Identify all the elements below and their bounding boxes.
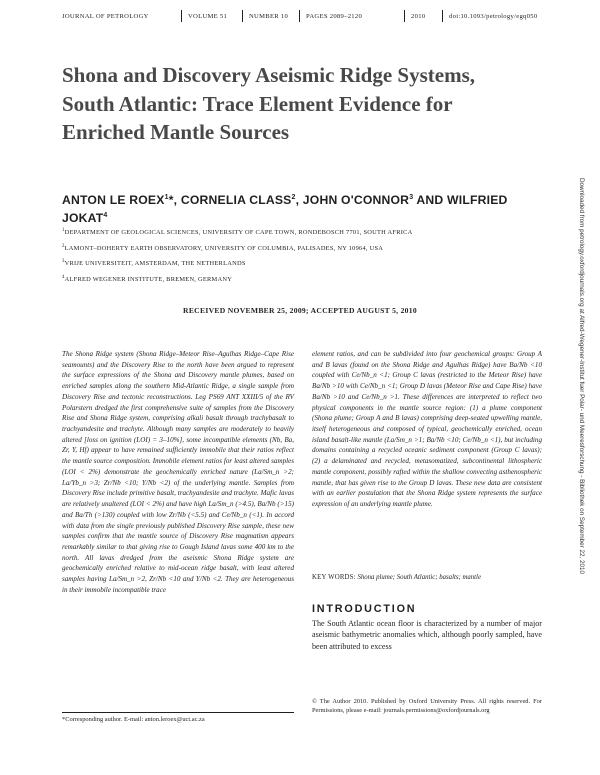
doi-link[interactable]: doi:10.1093/petrology/egq050 bbox=[449, 13, 538, 20]
author-conjunction: AND bbox=[416, 193, 444, 208]
corresponding-marker: * bbox=[168, 193, 174, 208]
author-name: ANTON LE ROEX bbox=[62, 193, 165, 208]
corresponding-author-note: *Corresponding author. E-mail: anton.leroex@uct.ac.za bbox=[62, 716, 205, 723]
affiliation-list bbox=[62, 224, 532, 286]
keywords-text: Shona plume; South Atlantic; basalts; mantle bbox=[357, 574, 481, 581]
journal-name: JOURNAL OF PETROLOGY bbox=[62, 13, 149, 20]
page-range: PAGES 2089–2120 bbox=[306, 13, 363, 20]
keywords bbox=[312, 574, 542, 581]
received-accepted-dates: RECEIVED NOVEMBER 25, 2009; ACCEPTED AUGUST 5, 2010 bbox=[183, 306, 417, 315]
affiliation: $^4$ALFRED WEGENER INSTITUTE, BREMEN, GERMANY bbox=[62, 274, 233, 283]
header-divider bbox=[181, 10, 182, 22]
keywords-label: KEY WORDS: bbox=[312, 574, 356, 581]
download-watermark-text: Downloaded from petrology.oxfordjournals.org at Alfred-Wegener-Institut fuer Polar- und Meeresforschung - Bibliothek on September 22, 2010 bbox=[578, 178, 585, 574]
publication-year: 2010 bbox=[411, 13, 426, 20]
affiliation: $^2$LAMONT–DOHERTY EARTH OBSERVATORY, UNIVERSITY OF COLUMBIA, PALISADES, NY 10964, USA bbox=[62, 243, 384, 252]
running-header bbox=[62, 13, 540, 27]
affiliation: $^3$VRIJE UNIVERSITEIT, AMSTERDAM, THE NETHERLANDS bbox=[62, 259, 246, 268]
affiliation-marker: 2 bbox=[291, 194, 296, 201]
issue-number: NUMBER 10 bbox=[249, 13, 289, 20]
affiliation-marker: 4 bbox=[103, 212, 108, 220]
author-name: CORNELIA CLASS bbox=[180, 193, 292, 208]
affiliation: $^1$DEPARTMENT OF GEOLOGICAL SCIENCES, UNIVERSITY OF CAPE TOWN, RONDEBOSCH 7701, SOUTH AFRICA bbox=[62, 228, 413, 237]
author-name: WILFRIED JOKAT bbox=[62, 193, 508, 226]
abstract-column-left: The Shona Ridge system (Shona Ridge–Meteor Rise–Agulhas Ridge–Cape Rise seamounts) and the Discovery Rise to the north have been argued to represent the surface expressions of the Shona and Discovery mantle plumes, based on enriched samples along the southern Mid-Atlantic Ridge, a single sample from Discovery Rise and tectonic reconstructions. Leg PS69 ANT XXIII/5 of the RV Polarstern dredged the first comprehensive suite of samples from the Discovery Rise and Shona Ridge system, comprising alkali basalt through trachybasalt to trachyandesite and trachyte. Although many samples are moderately to heavily altered [loss on ignition (LOI) = 3–10%], some incompatible elements (Nb, Ba, Zr, Y, Hf) appear to have remained sufficiently immobile that their ratios reflect the mantle source composition. Immobile element ratios for least altered samples (LOI < 2%) demonstrate the geochemically enriched nature (La/Sm_n >2; La/Yb_n >3; Zr/Nb <10; Y/Nb <2) of the underlying mantle. Samples from Discovery Rise include primitive basalt, trachyandesite and trachyte. Mafic lavas are relatively unaltered (LOI < 2%) and have high La/Sm_n (>4.5), Ba/Nb (>15) and Ba/Th (>130) coupled with low Zr/Nb (<5.5) and Ce/Nb_n (<1). In accord with data from the single previously published Discovery Rise sample, these new samples confirm that the mantle source of Discovery Rise magmatism appears remarkably similar to that giving rise to Gough Island lavas some 400 km to the north. All lavas dredged from the aseismic Shona Ridge system are geochemically enriched relative to mid-ocean ridge basalt, with least altered samples having La/Sm_n >2, Zr/Nb <10 and Y/Nb <2. They are heterogeneous in their immobile incompatible trace bbox=[62, 350, 294, 594]
article-title: Shona and Discovery Aseismic Ridge Systems, South Atlantic: Trace Element Evidence for Enriched Mantle Sources bbox=[62, 63, 476, 144]
download-watermark bbox=[573, 178, 585, 618]
author-name: JOHN O'CONNOR bbox=[302, 193, 410, 208]
header-divider bbox=[442, 10, 443, 22]
footnote-rule bbox=[62, 712, 294, 713]
section-heading: INTRODUCTION bbox=[312, 603, 417, 615]
affiliation-marker: 3 bbox=[409, 194, 414, 201]
affiliation-marker: 1 bbox=[164, 194, 169, 201]
introduction-text: The South Atlantic ocean floor is characterized by a number of major aseismic bathymetric anomalies which, although poorly sampled, have been attributed to excess bbox=[312, 619, 542, 651]
copyright-notice: © The Author 2010. Published by Oxford University Press. All rights reserved. For Permissions, please e-mail: journals.permissions@oxfordjournals.org bbox=[312, 698, 542, 715]
author-list: ANTON LE ROEX$^1$*, CORNELIA CLASS$^2$, JOHN O'CONNOR$^3$ AND WILFRIED JOKAT$^4$ bbox=[62, 193, 508, 226]
volume-number: VOLUME 51 bbox=[188, 13, 228, 20]
header-divider bbox=[299, 10, 300, 22]
header-divider bbox=[242, 10, 243, 22]
header-divider bbox=[404, 10, 405, 22]
abstract-column-right: element ratios, and can be subdivided into four geochemical groups: Group A and B lavas (found on the Shona Ridge and Agulhas Ridge) have Ba/Nb <10 coupled with Ce/Nb_n <1; Group C lavas (restricted to the Meteor Rise) have Ba/Nb >10 with Ce/Nb_n <1; Group D lavas (Meteor Rise and Cape Rise) have Ba/Nb >10 and Ce/Nb_n >1. These differences are interpreted to reflect two physical components in the mantle source region: (1) a plume component (Shona plume; Group A and B lavas) comprising deep-seated upwelling mantle, itself heterogeneous and composed of typical, geochemically enriched, ocean island basalt-like mantle (La/Sm_n >1; Ba/Nb <10; Ce/Nb_n <1), but including domains containing a recycled oceanic sediment component (Group C lavas); (2) a delaminated and recycled, metasomatized, subcontinental lithospheric mantle component, possibly rafted within the shallow convecting asthenospheric mantle, that has given rise to the Group D lavas. These new data are consistent with an earlier postulation that the Shona Ridge system represents the surface expression of an underlying mantle plume. bbox=[312, 350, 542, 509]
